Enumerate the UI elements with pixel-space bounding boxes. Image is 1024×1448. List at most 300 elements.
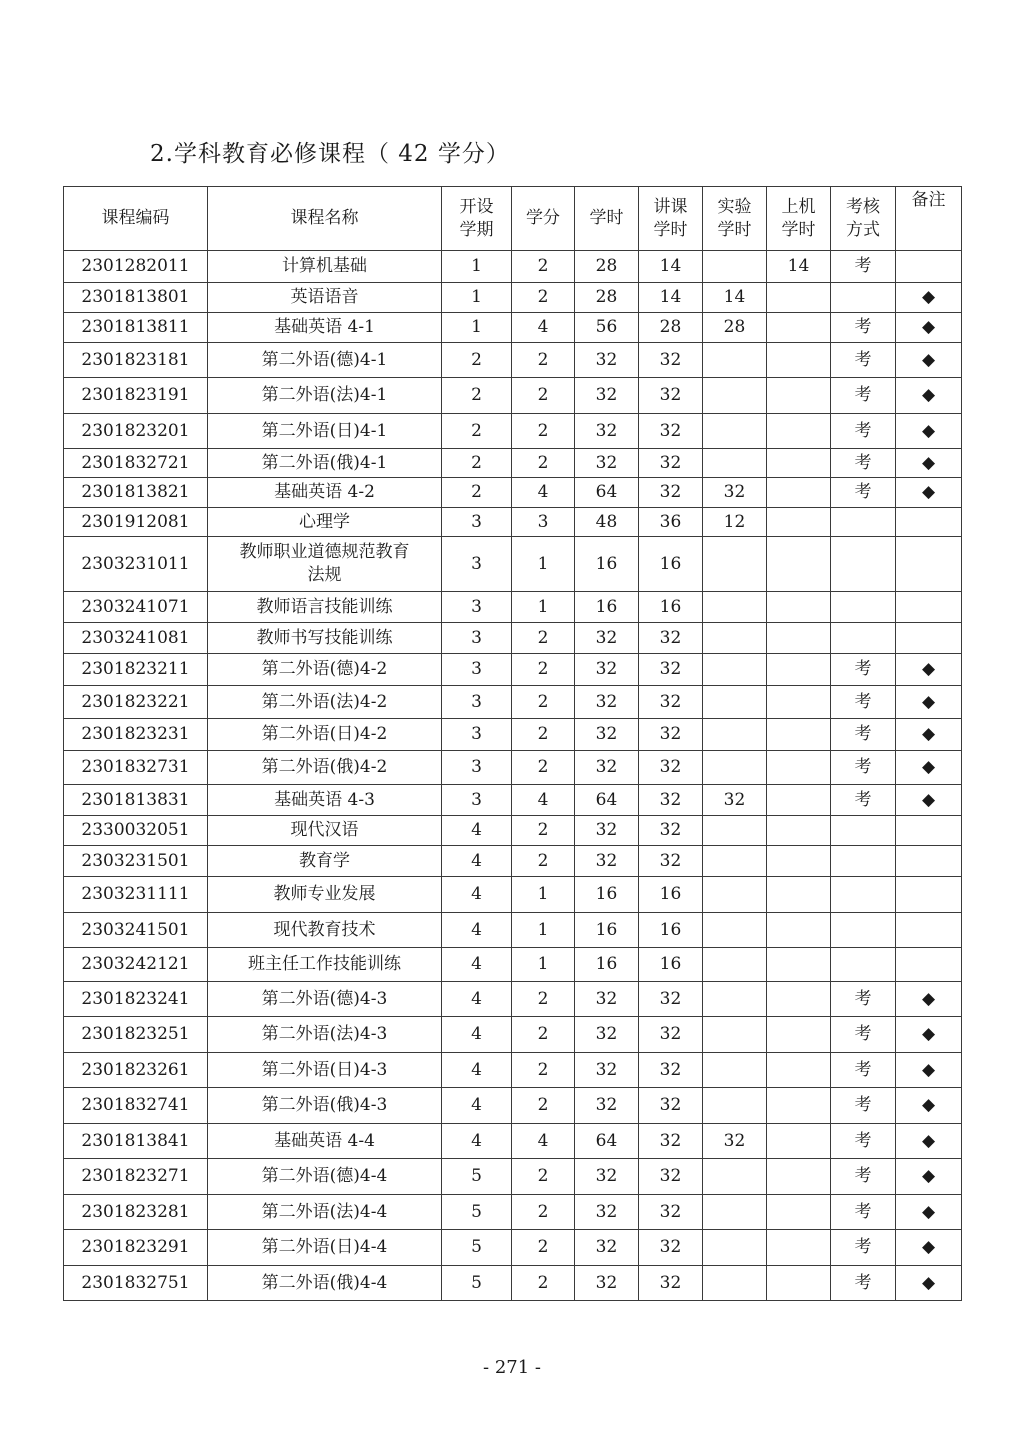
exam-type-cell — [831, 623, 896, 654]
exam-type-cell: 考 — [831, 1053, 896, 1088]
page-number: - 271 - — [483, 1357, 541, 1378]
course-name-cell: 第二外语(日)4-1 — [208, 414, 442, 449]
course-code-cell: 2303242121 — [64, 948, 208, 982]
course-code-cell: 2303241501 — [64, 913, 208, 948]
credit-cell: 2 — [512, 654, 575, 686]
exam-type-cell: 考 — [831, 719, 896, 751]
computer-hours-cell — [767, 877, 831, 913]
computer-hours-cell — [767, 1124, 831, 1159]
course-code-cell: 2301823201 — [64, 414, 208, 449]
lab-hours-cell — [703, 816, 767, 846]
table-row — [64, 719, 962, 751]
course-name-cell: 第二外语(俄)4-2 — [208, 751, 442, 785]
table-row — [64, 283, 962, 313]
course-name-cell: 第二外语(俄)4-3 — [208, 1088, 442, 1124]
term-cell: 3 — [442, 654, 512, 686]
hours-cell: 32 — [575, 1053, 639, 1088]
computer-hours-cell — [767, 686, 831, 719]
hours-cell: 32 — [575, 449, 639, 478]
term-cell: 3 — [442, 623, 512, 654]
credit-cell: 2 — [512, 1053, 575, 1088]
credit-cell: 2 — [512, 1266, 575, 1301]
course-name-cell: 心理学 — [208, 508, 442, 537]
course-code-cell: 2301282011 — [64, 251, 208, 283]
term-cell: 2 — [442, 343, 512, 378]
hours-cell: 48 — [575, 508, 639, 537]
computer-hours-cell — [767, 449, 831, 478]
exam-type-cell — [831, 846, 896, 877]
table-row — [64, 592, 962, 623]
course-name-cell: 现代汉语 — [208, 816, 442, 846]
table-body — [64, 251, 962, 1301]
lecture-hours-cell: 32 — [639, 343, 703, 378]
course-code-cell: 2301823251 — [64, 1017, 208, 1053]
note-cell: ◆ — [896, 719, 962, 751]
computer-hours-cell — [767, 1230, 831, 1266]
lecture-hours-cell: 32 — [639, 1088, 703, 1124]
hours-cell: 64 — [575, 478, 639, 508]
term-cell: 4 — [442, 846, 512, 877]
hours-cell: 16 — [575, 877, 639, 913]
course-name-cell: 第二外语(俄)4-4 — [208, 1266, 442, 1301]
computer-hours-cell — [767, 654, 831, 686]
term-cell: 1 — [442, 313, 512, 343]
table-row — [64, 343, 962, 378]
lab-hours-cell — [703, 251, 767, 283]
credit-cell: 1 — [512, 592, 575, 623]
course-name-cell: 第二外语(德)4-2 — [208, 654, 442, 686]
lecture-hours-cell: 32 — [639, 816, 703, 846]
credit-cell: 4 — [512, 785, 575, 816]
table-row — [64, 508, 962, 537]
exam-type-cell — [831, 948, 896, 982]
course-code-cell: 2330032051 — [64, 816, 208, 846]
term-cell: 3 — [442, 686, 512, 719]
computer-hours-cell — [767, 1159, 831, 1195]
note-cell — [896, 623, 962, 654]
table-row — [64, 785, 962, 816]
computer-hours-cell — [767, 508, 831, 537]
course-name-cell: 基础英语 4-1 — [208, 313, 442, 343]
course-code-cell: 2303241071 — [64, 592, 208, 623]
computer-hours-cell — [767, 283, 831, 313]
table-row — [64, 982, 962, 1017]
computer-hours-cell — [767, 816, 831, 846]
hours-cell: 32 — [575, 343, 639, 378]
col-computer-hours-header: 上机 学时 — [767, 187, 831, 251]
lecture-hours-cell: 32 — [639, 1159, 703, 1195]
col-exam-type-header: 考核 方式 — [831, 187, 896, 251]
exam-type-cell: 考 — [831, 1159, 896, 1195]
credit-cell: 2 — [512, 816, 575, 846]
hours-cell: 16 — [575, 913, 639, 948]
exam-type-cell — [831, 913, 896, 948]
course-name-cell: 第二外语(法)4-2 — [208, 686, 442, 719]
lecture-hours-cell: 32 — [639, 1053, 703, 1088]
hours-cell: 32 — [575, 982, 639, 1017]
term-cell: 4 — [442, 1088, 512, 1124]
computer-hours-cell — [767, 751, 831, 785]
term-cell: 5 — [442, 1195, 512, 1230]
note-cell — [896, 913, 962, 948]
credit-cell: 2 — [512, 1230, 575, 1266]
computer-hours-cell — [767, 414, 831, 449]
term-cell: 2 — [442, 478, 512, 508]
course-table — [63, 186, 962, 1301]
course-code-cell: 2301823271 — [64, 1159, 208, 1195]
course-code-cell: 2301832751 — [64, 1266, 208, 1301]
col-credit-header: 学分 — [512, 187, 575, 251]
hours-cell: 56 — [575, 313, 639, 343]
table-row — [64, 313, 962, 343]
course-code-cell: 2301813831 — [64, 785, 208, 816]
term-cell: 3 — [442, 719, 512, 751]
lab-hours-cell — [703, 1159, 767, 1195]
computer-hours-cell — [767, 948, 831, 982]
section-title: 2.学科教育必修课程（ 42 学分） — [150, 141, 510, 167]
computer-hours-cell — [767, 537, 831, 592]
hours-cell: 32 — [575, 846, 639, 877]
lecture-hours-cell: 32 — [639, 478, 703, 508]
exam-type-cell — [831, 816, 896, 846]
lecture-hours-cell: 14 — [639, 251, 703, 283]
credit-cell: 2 — [512, 414, 575, 449]
exam-type-cell: 考 — [831, 654, 896, 686]
note-cell — [896, 537, 962, 592]
lab-hours-cell — [703, 654, 767, 686]
lab-hours-cell: 28 — [703, 313, 767, 343]
lab-hours-cell — [703, 537, 767, 592]
lecture-hours-cell: 32 — [639, 1124, 703, 1159]
computer-hours-cell — [767, 1266, 831, 1301]
course-name-cell: 第二外语(法)4-4 — [208, 1195, 442, 1230]
lab-hours-cell — [703, 846, 767, 877]
course-name-cell: 第二外语(德)4-1 — [208, 343, 442, 378]
lab-hours-cell — [703, 623, 767, 654]
course-code-cell: 2301823191 — [64, 378, 208, 414]
credit-cell: 4 — [512, 313, 575, 343]
term-cell: 4 — [442, 913, 512, 948]
col-lecture-hours-header: 讲课 学时 — [639, 187, 703, 251]
course-code-cell: 2301832741 — [64, 1088, 208, 1124]
term-cell: 2 — [442, 414, 512, 449]
hours-cell: 32 — [575, 816, 639, 846]
lab-hours-cell — [703, 449, 767, 478]
exam-type-cell: 考 — [831, 982, 896, 1017]
hours-cell: 32 — [575, 1159, 639, 1195]
lab-hours-cell: 12 — [703, 508, 767, 537]
hours-cell: 28 — [575, 283, 639, 313]
lecture-hours-cell: 32 — [639, 686, 703, 719]
table-row — [64, 1053, 962, 1088]
computer-hours-cell — [767, 378, 831, 414]
lecture-hours-cell: 32 — [639, 785, 703, 816]
credit-cell: 2 — [512, 1195, 575, 1230]
credit-cell: 2 — [512, 623, 575, 654]
term-cell: 4 — [442, 982, 512, 1017]
table-row — [64, 1230, 962, 1266]
computer-hours-cell — [767, 785, 831, 816]
hours-cell: 32 — [575, 1017, 639, 1053]
hours-cell: 32 — [575, 719, 639, 751]
hours-cell: 16 — [575, 537, 639, 592]
note-cell: ◆ — [896, 654, 962, 686]
note-cell: ◆ — [896, 378, 962, 414]
lecture-hours-cell: 32 — [639, 751, 703, 785]
note-cell: ◆ — [896, 751, 962, 785]
hours-cell: 32 — [575, 414, 639, 449]
computer-hours-cell: 14 — [767, 251, 831, 283]
table-row — [64, 251, 962, 283]
computer-hours-cell — [767, 478, 831, 508]
credit-cell: 1 — [512, 877, 575, 913]
note-cell: ◆ — [896, 785, 962, 816]
course-name-cell: 第二外语(日)4-3 — [208, 1053, 442, 1088]
exam-type-cell — [831, 877, 896, 913]
course-name-cell: 教师专业发展 — [208, 877, 442, 913]
hours-cell: 32 — [575, 623, 639, 654]
note-cell — [896, 251, 962, 283]
term-cell: 3 — [442, 508, 512, 537]
course-name-cell: 第二外语(日)4-4 — [208, 1230, 442, 1266]
note-cell: ◆ — [896, 1195, 962, 1230]
table-row — [64, 654, 962, 686]
computer-hours-cell — [767, 982, 831, 1017]
exam-type-cell — [831, 537, 896, 592]
term-cell: 2 — [442, 449, 512, 478]
computer-hours-cell — [767, 913, 831, 948]
col-hours-header: 学时 — [575, 187, 639, 251]
course-name-cell: 第二外语(德)4-3 — [208, 982, 442, 1017]
hours-cell: 32 — [575, 1230, 639, 1266]
course-name-cell: 班主任工作技能训练 — [208, 948, 442, 982]
hours-cell: 64 — [575, 785, 639, 816]
term-cell: 5 — [442, 1230, 512, 1266]
term-cell: 4 — [442, 1053, 512, 1088]
lecture-hours-cell: 32 — [639, 846, 703, 877]
computer-hours-cell — [767, 623, 831, 654]
exam-type-cell: 考 — [831, 1195, 896, 1230]
note-cell — [896, 948, 962, 982]
lab-hours-cell — [703, 1195, 767, 1230]
lab-hours-cell — [703, 948, 767, 982]
table-row — [64, 948, 962, 982]
exam-type-cell: 考 — [831, 1088, 896, 1124]
term-cell: 4 — [442, 1017, 512, 1053]
lecture-hours-cell: 16 — [639, 537, 703, 592]
credit-cell: 3 — [512, 508, 575, 537]
course-code-cell: 2301813801 — [64, 283, 208, 313]
lab-hours-cell — [703, 913, 767, 948]
note-cell: ◆ — [896, 1266, 962, 1301]
lab-hours-cell — [703, 686, 767, 719]
note-cell — [896, 846, 962, 877]
course-name-cell: 第二外语(日)4-2 — [208, 719, 442, 751]
note-cell — [896, 508, 962, 537]
course-code-cell: 2303241081 — [64, 623, 208, 654]
term-cell: 1 — [442, 251, 512, 283]
computer-hours-cell — [767, 313, 831, 343]
course-name-cell: 教师语言技能训练 — [208, 592, 442, 623]
exam-type-cell — [831, 592, 896, 623]
computer-hours-cell — [767, 1195, 831, 1230]
note-cell: ◆ — [896, 1230, 962, 1266]
term-cell: 2 — [442, 378, 512, 414]
lecture-hours-cell: 32 — [639, 982, 703, 1017]
note-cell: ◆ — [896, 1088, 962, 1124]
lecture-hours-cell: 32 — [639, 654, 703, 686]
hours-cell: 32 — [575, 1266, 639, 1301]
lecture-hours-cell: 32 — [639, 1266, 703, 1301]
lab-hours-cell: 32 — [703, 478, 767, 508]
note-cell: ◆ — [896, 1053, 962, 1088]
exam-type-cell: 考 — [831, 1266, 896, 1301]
course-name-cell: 第二外语(法)4-3 — [208, 1017, 442, 1053]
hours-cell: 32 — [575, 378, 639, 414]
credit-cell: 2 — [512, 982, 575, 1017]
lab-hours-cell — [703, 1053, 767, 1088]
note-cell: ◆ — [896, 343, 962, 378]
credit-cell: 4 — [512, 1124, 575, 1159]
course-code-cell: 2301912081 — [64, 508, 208, 537]
hours-cell: 16 — [575, 592, 639, 623]
credit-cell: 1 — [512, 948, 575, 982]
exam-type-cell: 考 — [831, 414, 896, 449]
exam-type-cell: 考 — [831, 251, 896, 283]
note-cell — [896, 592, 962, 623]
computer-hours-cell — [767, 1088, 831, 1124]
hours-cell: 32 — [575, 1088, 639, 1124]
lab-hours-cell — [703, 877, 767, 913]
table-row — [64, 378, 962, 414]
note-cell: ◆ — [896, 449, 962, 478]
lab-hours-cell: 32 — [703, 785, 767, 816]
table-row — [64, 686, 962, 719]
credit-cell: 2 — [512, 1017, 575, 1053]
note-cell: ◆ — [896, 1124, 962, 1159]
course-name-cell: 现代教育技术 — [208, 913, 442, 948]
course-code-cell: 2301823281 — [64, 1195, 208, 1230]
lab-hours-cell: 14 — [703, 283, 767, 313]
col-notes-header: 备注 — [896, 187, 962, 251]
course-name-cell: 第二外语(俄)4-1 — [208, 449, 442, 478]
lecture-hours-cell: 16 — [639, 877, 703, 913]
lab-hours-cell — [703, 1088, 767, 1124]
term-cell: 5 — [442, 1266, 512, 1301]
course-code-cell: 2301823291 — [64, 1230, 208, 1266]
credit-cell: 2 — [512, 751, 575, 785]
note-cell: ◆ — [896, 686, 962, 719]
credit-cell: 1 — [512, 537, 575, 592]
term-cell: 4 — [442, 877, 512, 913]
course-name-cell: 教育学 — [208, 846, 442, 877]
note-cell — [896, 877, 962, 913]
hours-cell: 16 — [575, 948, 639, 982]
lab-hours-cell — [703, 1266, 767, 1301]
term-cell: 3 — [442, 592, 512, 623]
table-row — [64, 1159, 962, 1195]
table-row — [64, 414, 962, 449]
exam-type-cell: 考 — [831, 378, 896, 414]
note-cell: ◆ — [896, 1159, 962, 1195]
course-code-cell: 2301832731 — [64, 751, 208, 785]
col-course-code-header: 课程编码 — [64, 187, 208, 251]
credit-cell: 1 — [512, 913, 575, 948]
table-row — [64, 751, 962, 785]
term-cell: 1 — [442, 283, 512, 313]
exam-type-cell — [831, 508, 896, 537]
col-term-header: 开设 学期 — [442, 187, 512, 251]
term-cell: 3 — [442, 537, 512, 592]
course-code-cell: 2301823231 — [64, 719, 208, 751]
lecture-hours-cell: 28 — [639, 313, 703, 343]
lecture-hours-cell: 32 — [639, 1195, 703, 1230]
course-code-cell: 2303231111 — [64, 877, 208, 913]
exam-type-cell: 考 — [831, 1230, 896, 1266]
lecture-hours-cell: 32 — [639, 378, 703, 414]
credit-cell: 4 — [512, 478, 575, 508]
credit-cell: 2 — [512, 449, 575, 478]
note-cell: ◆ — [896, 1017, 962, 1053]
lecture-hours-cell: 32 — [639, 449, 703, 478]
lecture-hours-cell: 36 — [639, 508, 703, 537]
table-row — [64, 1124, 962, 1159]
course-code-cell: 2301823241 — [64, 982, 208, 1017]
course-code-cell: 2301813811 — [64, 313, 208, 343]
exam-type-cell: 考 — [831, 343, 896, 378]
computer-hours-cell — [767, 1017, 831, 1053]
course-name-cell: 第二外语(德)4-4 — [208, 1159, 442, 1195]
note-cell: ◆ — [896, 414, 962, 449]
course-name-cell: 基础英语 4-3 — [208, 785, 442, 816]
credit-cell: 2 — [512, 251, 575, 283]
course-code-cell: 2301823211 — [64, 654, 208, 686]
term-cell: 3 — [442, 751, 512, 785]
computer-hours-cell — [767, 343, 831, 378]
course-code-cell: 2301823261 — [64, 1053, 208, 1088]
lab-hours-cell — [703, 1017, 767, 1053]
lab-hours-cell — [703, 343, 767, 378]
table-row — [64, 877, 962, 913]
table-row — [64, 623, 962, 654]
note-cell: ◆ — [896, 313, 962, 343]
lecture-hours-cell: 16 — [639, 592, 703, 623]
computer-hours-cell — [767, 846, 831, 877]
computer-hours-cell — [767, 719, 831, 751]
table-row — [64, 1088, 962, 1124]
lecture-hours-cell: 32 — [639, 623, 703, 654]
credit-cell: 2 — [512, 343, 575, 378]
table-header-row — [64, 187, 962, 251]
col-lab-hours-header: 实验 学时 — [703, 187, 767, 251]
table-row — [64, 1266, 962, 1301]
exam-type-cell: 考 — [831, 1124, 896, 1159]
exam-type-cell: 考 — [831, 449, 896, 478]
lecture-hours-cell: 14 — [639, 283, 703, 313]
lab-hours-cell — [703, 719, 767, 751]
lab-hours-cell — [703, 751, 767, 785]
note-cell: ◆ — [896, 478, 962, 508]
credit-cell: 2 — [512, 1159, 575, 1195]
lab-hours-cell: 32 — [703, 1124, 767, 1159]
hours-cell: 64 — [575, 1124, 639, 1159]
note-cell: ◆ — [896, 982, 962, 1017]
course-code-cell: 2303231011 — [64, 537, 208, 592]
col-course-name-header: 课程名称 — [208, 187, 442, 251]
exam-type-cell: 考 — [831, 478, 896, 508]
hours-cell: 32 — [575, 686, 639, 719]
course-name-cell: 计算机基础 — [208, 251, 442, 283]
